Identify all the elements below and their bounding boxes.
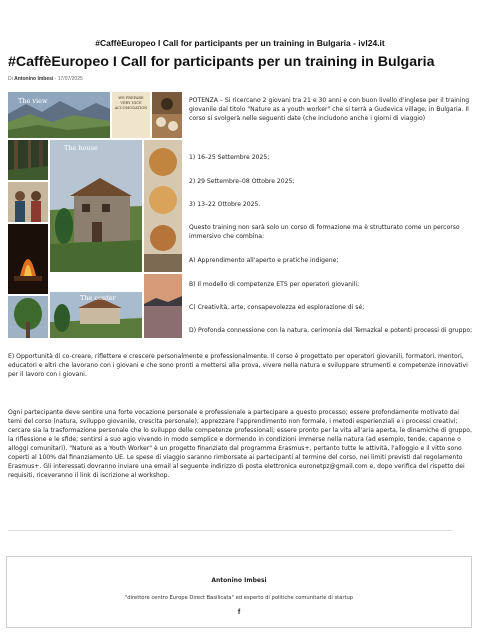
lake-photo [144,274,182,338]
point-a: A) Apprendimento all'aperto e pratiche indigene; [189,257,339,264]
point-d: D) Profonda connessione con la natura, cerimonia del Temazkal e potenti processi di gruppo; [189,327,473,334]
training-intro: Questo training non sarà solo un corso di formazione ma è strutturato come un percorso immersivo che combina: [189,224,460,240]
dining-photo [152,92,182,138]
intro-paragraph: POTENZA – Si ricercano 2 giovani tra 21 e 30 anni e con buon livello d'inglese per il training giovanile dal titolo "Nature as a youth worker" che si terrà a Gudevica village, in Bulgaria. Il corso si svolgerà nelle seguenti date (che includono anche i giorni di viaggio) [189,97,470,122]
author-link[interactable]: Antonino Imbesi [14,76,54,82]
point-c: C) Creatività, arte, consapevolezza ed esplorazione di sé; [189,304,365,311]
date-option-3: 3) 13–22 Ottobre 2025. [189,201,261,208]
final-paragraph: Ogni partecipante deve sentire una forte vocazione personale e professionale a partecipare a questo processo; essere profondamente motivato dai temi del corso (natura, sviluppo giovanile, crescita personale); apprezzare l'apprendimento non formale, i metodi esperienziali e i processi creativi; cercare sia la trasformazione personale che lo sviluppo delle competenze professionali; essere pronto per la vita all'aria aperta, le dinamiche di gruppo, la riflessione e le sfide; sentirsi a suo agio vivendo in modo semplice e dormendo in condizioni immerse nella natura (ad esempio, tende, capanne o alloggi comunitari). "Nature as a Youth Worker" è un progetto finanziato dal programma Erasmus+, pertanto tutte le attività, l'alloggio e il vitto sono coperti al 100% dal finanziamento UE. Le spese di viaggio saranno rimborsate ai partecipanti al termine del corso, nei limiti previsti dal regolamento Erasmus+. Gli interessati dovranno inviare una email al seguente indirizzo di posta elettronica euronetpz@gmail.com e, dopo verifica del rispetto dei requisiti, riceveranno il link di iscrizione al workshop. [8,409,472,479]
event-photo-collage [8,92,182,338]
post-date: 17/07/2025 [57,76,83,82]
caption-house: The house [64,144,98,152]
group-photo [8,182,48,222]
point-e: E) Opportunità di co-creare, riflettere e crescere personalmente e professionalmente. Il corso è progettato per operatori giovanili, formatori, mentori, educatori e altri che lavorano con i giovani e che sono pronti a mettersi alla prova, vivere nella natura e sviluppare strumenti e competenze innovativi per il lavoro con i giovani. [8,353,468,378]
point-b: B) Il modello di competenze ETS per operatori giovanili; [189,281,360,288]
site-header-title: #CaffèEuropeo I Call for participants per un training in Bulgaria - ivl24.it [95,38,385,48]
author-box [6,556,472,628]
campfire-photo [8,224,48,294]
caption-view: The view [18,97,48,105]
byline [8,76,83,82]
stone-house-photo [50,140,142,272]
tree-photo [8,296,48,338]
forest-photo [8,140,48,180]
facebook-icon[interactable]: f [237,609,241,616]
byline-prefix: Di [8,76,13,82]
byline-separator: - [54,76,57,82]
accommodation-note-card [112,92,150,138]
mountain-view-photo [8,92,110,138]
author-box-name[interactable]: Antonino Imbesi [211,577,267,584]
date-option-1: 1) 16–25 Settembre 2025; [189,154,270,161]
author-box-bio: "direttore centro Europe Direct Basilicata" ed esperto di politiche comunitarie di startup [124,595,354,601]
divider [8,530,452,531]
food-photo [144,140,182,272]
post-title: #CaffèEuropeo I Call for participants per un training in Bulgaria [8,54,435,70]
caption-center: The center [80,294,116,302]
center-building-photo [50,292,142,338]
accommodation-note: WE PREPARE VERY NICE ACCOMODATION [114,96,148,110]
date-option-2: 2) 29 Settembre–08 Ottobre 2025; [189,178,295,185]
